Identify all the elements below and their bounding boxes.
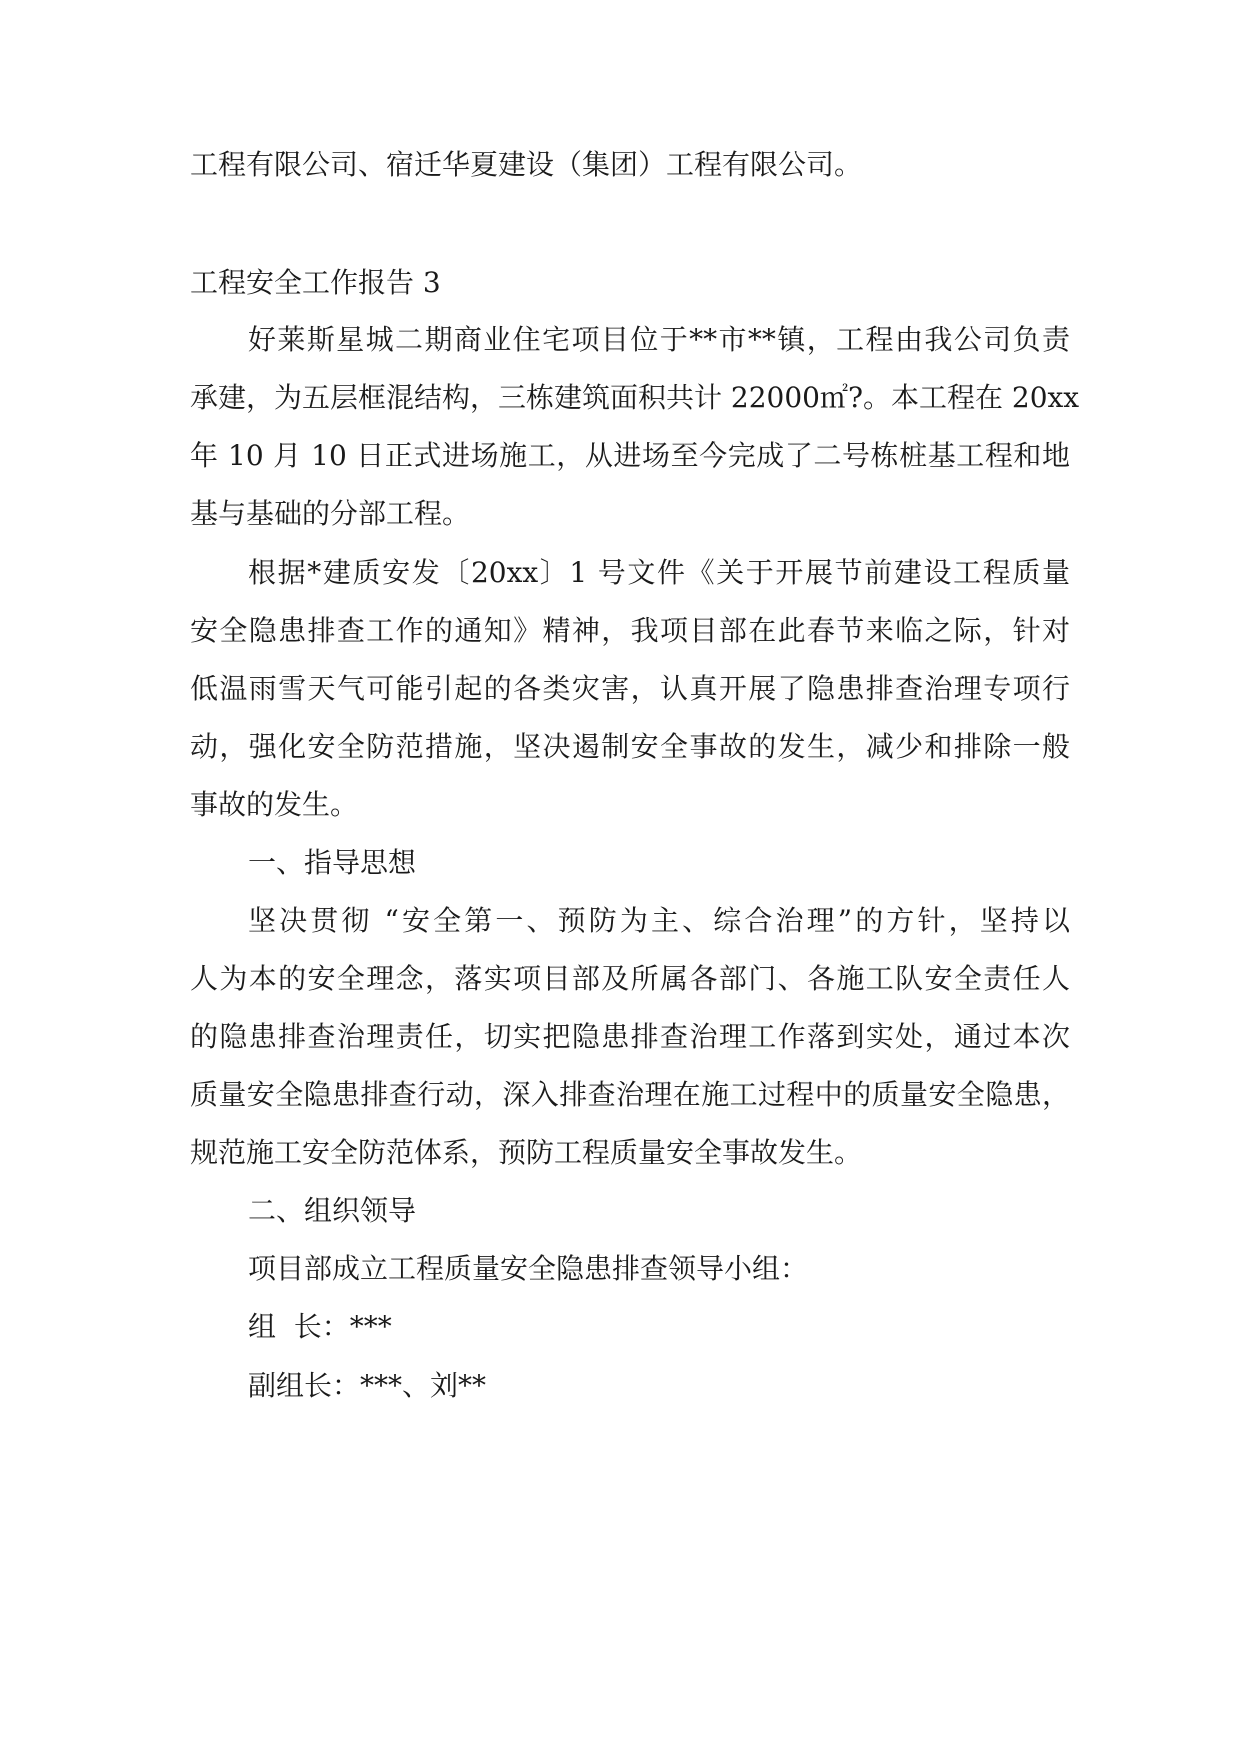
paragraph2-line5: 事故的发生。 <box>190 788 359 821</box>
paragraph1-line3: 年 10 月 10 日正式进场施工，从进场至今完成了二号栋桩基工程和地 <box>190 439 1070 472</box>
leader-line: 组 长：*** <box>248 1310 392 1343</box>
paragraph2-line4: 动，强化安全防范措施，坚决遏制安全事故的发生，减少和排除一般 <box>190 730 1070 763</box>
section-title: 工程安全工作报告 3 <box>190 266 441 299</box>
heading-guiding-ideology: 一、指导思想 <box>248 846 417 879</box>
paragraph1-line1: 好莱斯星城二期商业住宅项目位于**市**镇，工程由我公司负责 <box>248 323 1070 356</box>
paragraph3-line5: 规范施工安全防范体系，预防工程质量安全事故发生。 <box>190 1136 863 1169</box>
paragraph4: 项目部成立工程质量安全隐患排查领导小组： <box>248 1252 809 1285</box>
paragraph2-line3: 低温雨雪天气可能引起的各类灾害，认真开展了隐患排查治理专项行 <box>190 672 1070 705</box>
paragraph3-line4: 质量安全隐患排查行动，深入排查治理在施工过程中的质量安全隐患， <box>190 1078 1070 1111</box>
paragraph2-line2: 安全隐患排查工作的通知》精神，我项目部在此春节来临之际，针对 <box>190 614 1070 647</box>
paragraph1-line4: 基与基础的分部工程。 <box>190 497 471 530</box>
paragraph3-line2: 人为本的安全理念，落实项目部及所属各部门、各施工队安全责任人 <box>190 962 1070 995</box>
paragraph3-line3: 的隐患排查治理责任，切实把隐患排查治理工作落到实处，通过本次 <box>190 1020 1070 1053</box>
paragraph3-line1: 坚决贯彻 “安全第一、预防为主、综合治理”的方针，坚持以 <box>248 904 1070 937</box>
paragraph1-line2: 承建，为五层框混结构，三栋建筑面积共计 22000㎡?。本工程在 20xx <box>190 381 1080 414</box>
heading-organization: 二、组织领导 <box>248 1194 417 1227</box>
paragraph2-line1: 根据*建质安发〔20xx〕1 号文件《关于开展节前建设工程质量 <box>248 556 1070 589</box>
deputy-leader-line: 副组长：***、刘** <box>248 1369 487 1402</box>
continuation-line: 工程有限公司、宿迁华夏建设（集团）工程有限公司。 <box>190 148 863 181</box>
